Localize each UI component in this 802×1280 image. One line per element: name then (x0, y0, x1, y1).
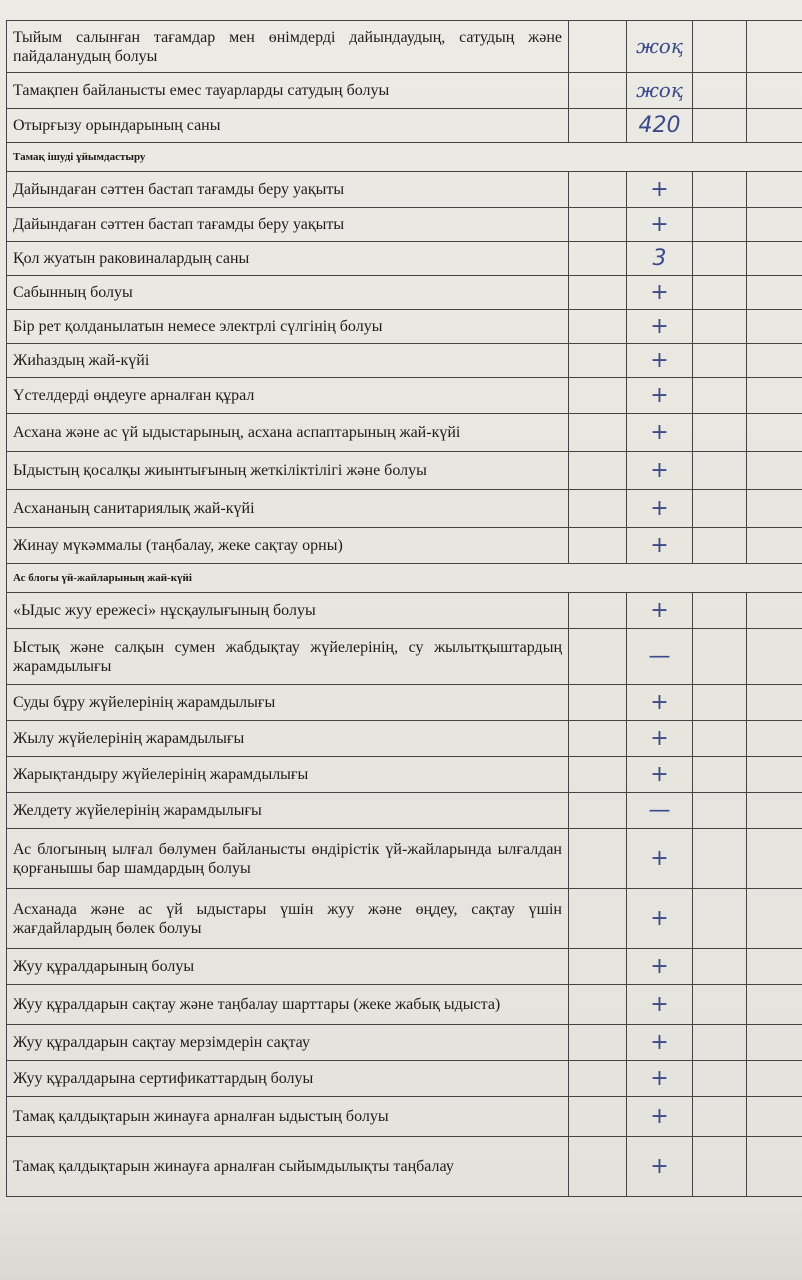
empty-cell (693, 310, 747, 344)
section-row (7, 564, 802, 593)
handwritten-mark: + (627, 985, 693, 1025)
row-label: Жуу құралдарын сақтау және таңбалау шарттары (жеке жабық ыдыста) (7, 985, 569, 1025)
table-row (7, 889, 802, 949)
empty-cell (747, 208, 802, 242)
empty-cell (569, 949, 627, 985)
empty-cell (747, 593, 802, 629)
row-label: Бір рет қолданылатын немесе электрлі сүлгінің болуы (7, 310, 569, 344)
empty-cell (747, 889, 802, 949)
table-row (7, 985, 802, 1025)
table-row (7, 1061, 802, 1097)
handwritten-mark: — (627, 793, 693, 829)
row-label: Отырғызу орындарының саны (7, 109, 569, 143)
empty-cell (747, 949, 802, 985)
table-row (7, 414, 802, 452)
empty-cell (747, 528, 802, 564)
empty-cell (747, 721, 802, 757)
table-row (7, 73, 802, 109)
empty-cell (747, 985, 802, 1025)
empty-cell (569, 414, 627, 452)
row-label: Асханада және ас үй ыдыстары үшін жуу және өңдеу, сақтау үшін жағдайлардың бөлек болуы (7, 889, 569, 949)
row-label: Жарықтандыру жүйелерінің жарамдылығы (7, 757, 569, 793)
handwritten-mark: жоқ (627, 21, 693, 73)
empty-cell (747, 344, 802, 378)
empty-cell (569, 276, 627, 310)
empty-cell (569, 593, 627, 629)
empty-cell (747, 1137, 802, 1197)
table-row (7, 593, 802, 629)
table-row (7, 757, 802, 793)
table-row (7, 685, 802, 721)
handwritten-mark: жоқ (627, 73, 693, 109)
row-label: Тамақ қалдықтарын жинауға арналған ыдыстың болуы (7, 1097, 569, 1137)
inspection-table-body (7, 21, 802, 1197)
handwritten-mark: — (627, 629, 693, 685)
row-label: «Ыдыс жуу ережесі» нұсқаулығының болуы (7, 593, 569, 629)
empty-cell (569, 889, 627, 949)
table-row (7, 310, 802, 344)
handwritten-mark: 3 (627, 242, 693, 276)
row-label: Жинау мүкәммалы (таңбалау, жеке сақтау орны) (7, 528, 569, 564)
empty-cell (693, 208, 747, 242)
empty-cell (693, 242, 747, 276)
handwritten-mark: + (627, 276, 693, 310)
handwritten-mark: + (627, 1061, 693, 1097)
empty-cell (569, 629, 627, 685)
empty-cell (747, 73, 802, 109)
empty-cell (693, 685, 747, 721)
inspection-table (6, 20, 802, 1197)
empty-cell (693, 172, 747, 208)
empty-cell (569, 985, 627, 1025)
empty-cell (569, 242, 627, 276)
handwritten-mark: + (627, 757, 693, 793)
table-row (7, 629, 802, 685)
table-row (7, 1025, 802, 1061)
handwritten-mark: + (627, 1137, 693, 1197)
table-row (7, 490, 802, 528)
empty-cell (747, 685, 802, 721)
table-row (7, 452, 802, 490)
empty-cell (569, 1025, 627, 1061)
empty-cell (569, 21, 627, 73)
empty-cell (747, 109, 802, 143)
empty-cell (693, 378, 747, 414)
table-row (7, 208, 802, 242)
empty-cell (747, 793, 802, 829)
empty-cell (569, 172, 627, 208)
empty-cell (693, 528, 747, 564)
empty-cell (693, 593, 747, 629)
empty-cell (747, 242, 802, 276)
table-row (7, 242, 802, 276)
empty-cell (747, 172, 802, 208)
empty-cell (569, 378, 627, 414)
row-label: Жуу құралдарының болуы (7, 949, 569, 985)
empty-cell (569, 1097, 627, 1137)
row-label: Желдету жүйелерінің жарамдылығы (7, 793, 569, 829)
handwritten-mark: + (627, 490, 693, 528)
table-row (7, 528, 802, 564)
handwritten-mark: + (627, 593, 693, 629)
handwritten-mark: + (627, 414, 693, 452)
row-label: Жуу құралдарына сертификаттардың болуы (7, 1061, 569, 1097)
empty-cell (569, 73, 627, 109)
empty-cell (693, 1061, 747, 1097)
row-label: Сабынның болуы (7, 276, 569, 310)
empty-cell (747, 378, 802, 414)
table-row (7, 109, 802, 143)
empty-cell (693, 1097, 747, 1137)
page-bottom-margin (0, 1210, 802, 1280)
row-label: Ыдыстың қосалқы жиынтығының жеткіліктілігі және болуы (7, 452, 569, 490)
table-row (7, 172, 802, 208)
row-label: Асхананың санитариялық жай-күйі (7, 490, 569, 528)
handwritten-mark: + (627, 344, 693, 378)
handwritten-mark: + (627, 378, 693, 414)
table-row (7, 949, 802, 985)
handwritten-mark: + (627, 949, 693, 985)
empty-cell (693, 829, 747, 889)
empty-cell (693, 414, 747, 452)
empty-cell (569, 757, 627, 793)
handwritten-mark: + (627, 1097, 693, 1137)
empty-cell (693, 629, 747, 685)
table-row (7, 793, 802, 829)
handwritten-mark: + (627, 172, 693, 208)
empty-cell (693, 276, 747, 310)
table-row (7, 344, 802, 378)
empty-cell (569, 528, 627, 564)
empty-cell (693, 793, 747, 829)
empty-cell (693, 985, 747, 1025)
section-row (7, 143, 802, 172)
empty-cell (693, 757, 747, 793)
empty-cell (569, 490, 627, 528)
row-label: Тамақ қалдықтарын жинауға арналған сыйымдылықты таңбалау (7, 1137, 569, 1197)
handwritten-mark: + (627, 829, 693, 889)
empty-cell (693, 1137, 747, 1197)
empty-cell (569, 721, 627, 757)
empty-cell (747, 276, 802, 310)
row-label: Жуу құралдарын сақтау мерзімдерін сақтау (7, 1025, 569, 1061)
empty-cell (693, 1025, 747, 1061)
empty-cell (747, 1025, 802, 1061)
handwritten-mark: + (627, 528, 693, 564)
empty-cell (747, 829, 802, 889)
empty-cell (693, 490, 747, 528)
handwritten-mark: + (627, 452, 693, 490)
handwritten-mark: + (627, 1025, 693, 1061)
table-row (7, 276, 802, 310)
row-label: Жылу жүйелерінің жарамдылығы (7, 721, 569, 757)
empty-cell (569, 310, 627, 344)
empty-cell (747, 1061, 802, 1097)
empty-cell (747, 414, 802, 452)
table-row (7, 378, 802, 414)
row-label: Тыйым салынған тағамдар мен өнімдерді дайындаудың, сатудың және пайдаланудың болуы (7, 21, 569, 73)
row-label: Асхана және ас үй ыдыстарының, асхана аспаптарының жай-күйі (7, 414, 569, 452)
row-label: Суды бұру жүйелерінің жарамдылығы (7, 685, 569, 721)
empty-cell (747, 21, 802, 73)
handwritten-mark: + (627, 721, 693, 757)
empty-cell (569, 109, 627, 143)
row-label: Тамақпен байланысты емес тауарларды сатудың болуы (7, 73, 569, 109)
empty-cell (569, 685, 627, 721)
empty-cell (569, 452, 627, 490)
table-row (7, 721, 802, 757)
empty-cell (693, 949, 747, 985)
section-heading: Ас блогы үй-жайларының жай-күйі (7, 564, 802, 593)
empty-cell (693, 73, 747, 109)
empty-cell (747, 757, 802, 793)
table-row (7, 1097, 802, 1137)
handwritten-mark: + (627, 208, 693, 242)
handwritten-mark: + (627, 310, 693, 344)
table-row (7, 829, 802, 889)
empty-cell (747, 629, 802, 685)
empty-cell (569, 793, 627, 829)
row-label: Ыстық және салқын сумен жабдықтау жүйелерінің, су жылытқыштардың жарамдылығы (7, 629, 569, 685)
handwritten-mark: + (627, 889, 693, 949)
table-row (7, 21, 802, 73)
empty-cell (693, 889, 747, 949)
empty-cell (693, 109, 747, 143)
empty-cell (693, 721, 747, 757)
empty-cell (693, 21, 747, 73)
row-label: Дайындаған сәттен бастап тағамды беру уақыты (7, 208, 569, 242)
empty-cell (569, 829, 627, 889)
row-label: Дайындаған сәттен бастап тағамды беру уақыты (7, 172, 569, 208)
empty-cell (747, 310, 802, 344)
empty-cell (693, 344, 747, 378)
row-label: Жиһаздың жай-күйі (7, 344, 569, 378)
empty-cell (747, 452, 802, 490)
empty-cell (693, 452, 747, 490)
empty-cell (569, 1137, 627, 1197)
empty-cell (569, 344, 627, 378)
row-label: Ас блогының ылғал бөлумен байланысты өндірістік үй-жайларында ылғалдан қорғанышы бар шамдардың болуы (7, 829, 569, 889)
empty-cell (747, 1097, 802, 1137)
empty-cell (569, 1061, 627, 1097)
handwritten-mark: + (627, 685, 693, 721)
row-label: Қол жуатын раковиналардың саны (7, 242, 569, 276)
row-label: Үстелдерді өңдеуге арналған құрал (7, 378, 569, 414)
section-heading: Тамақ ішуді ұйымдастыру (7, 143, 802, 172)
empty-cell (747, 490, 802, 528)
table-row (7, 1137, 802, 1197)
handwritten-mark: 420 (627, 109, 693, 143)
empty-cell (569, 208, 627, 242)
